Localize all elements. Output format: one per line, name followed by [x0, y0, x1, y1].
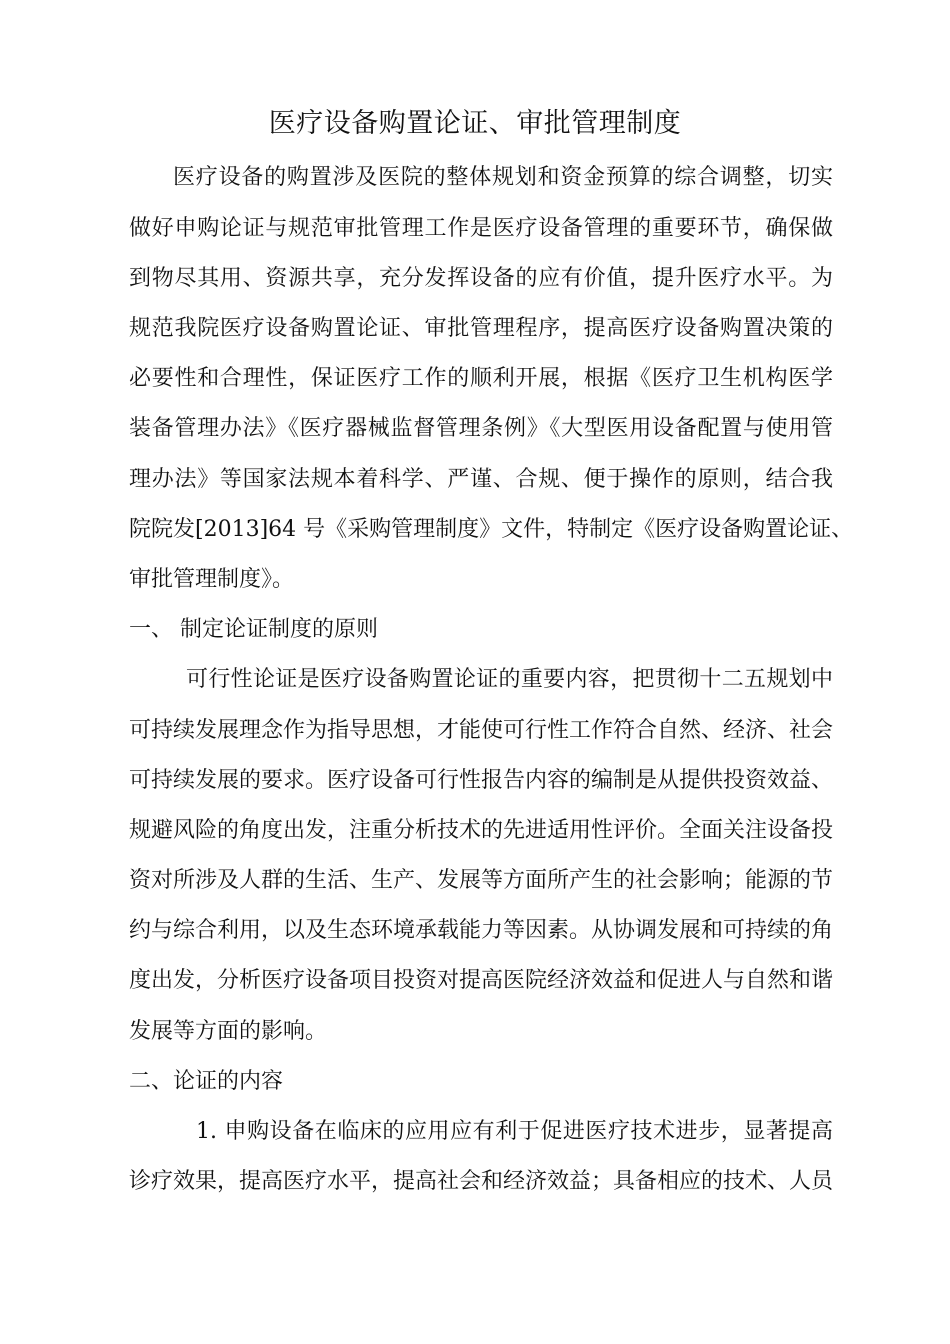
section-1-line-8: 发展等方面的影响。: [129, 1019, 328, 1044]
intro-line-3: 到物尽其用、资源共享，充分发挥设备的应有价值，提升医疗水平。为: [129, 266, 833, 291]
intro-line-6: 装备管理办法》《医疗器械监督管理条例》《大型医用设备配置与使用管: [129, 416, 833, 441]
intro-line-9: 审批管理制度》。: [129, 567, 295, 592]
section-1-line-4: 规避风险的角度出发，注重分析技术的先进适用性评价。全面关注设备投: [129, 818, 834, 843]
intro-line-1: 医疗设备的购置涉及医院的整体规划和资金预算的综合调整，切实: [173, 165, 833, 190]
section-1-heading: 一、 制定论证制度的原则: [129, 617, 378, 642]
intro-line-7: 理办法》等国家法规本着科学、严谨、合规、便于操作的原则，结合我: [129, 467, 833, 492]
intro-line-2: 做好申购论证与规范审批管理工作是医疗设备管理的重要环节，确保做: [129, 216, 833, 241]
document-title: 医疗设备购置论证、审批管理制度: [268, 108, 682, 139]
intro-line-4: 规范我院医疗设备购置论证、审批管理程序，提高医疗设备购置决策的: [129, 316, 833, 341]
section-1-line-2: 可持续发展理念作为指导思想，才能使可行性工作符合自然、经济、社会: [129, 718, 834, 743]
section-1-line-1: 可行性论证是医疗设备购置论证的重要内容，把贯彻十二五规划中: [186, 667, 833, 692]
section-1-line-5: 资对所涉及人群的生活、生产、发展等方面所产生的社会影响；能源的节: [129, 868, 834, 893]
section-2-line-1: 1. 申购设备在临床的应用应有利于促进医疗技术进步，显著提高: [196, 1119, 833, 1144]
intro-line-8: 院院发[2013]64 号《采购管理制度》文件，特制定《医疗设备购置论证、: [129, 517, 854, 542]
section-1-line-6: 约与综合利用，以及生态环境承载能力等因素。从协调发展和可持续的角: [129, 918, 834, 943]
section-2-line-2: 诊疗效果，提高医疗水平，提高社会和经济效益；具备相应的技术、人员: [129, 1169, 834, 1194]
section-2-heading: 二、论证的内容: [129, 1069, 284, 1094]
section-1-line-7: 度出发，分析医疗设备项目投资对提高医院经济效益和促进人与自然和谐: [129, 968, 834, 993]
section-1-line-3: 可持续发展的要求。医疗设备可行性报告内容的编制是从提供投资效益、: [129, 768, 834, 793]
intro-line-5: 必要性和合理性，保证医疗工作的顺利开展，根据《医疗卫生机构医学: [129, 366, 833, 391]
